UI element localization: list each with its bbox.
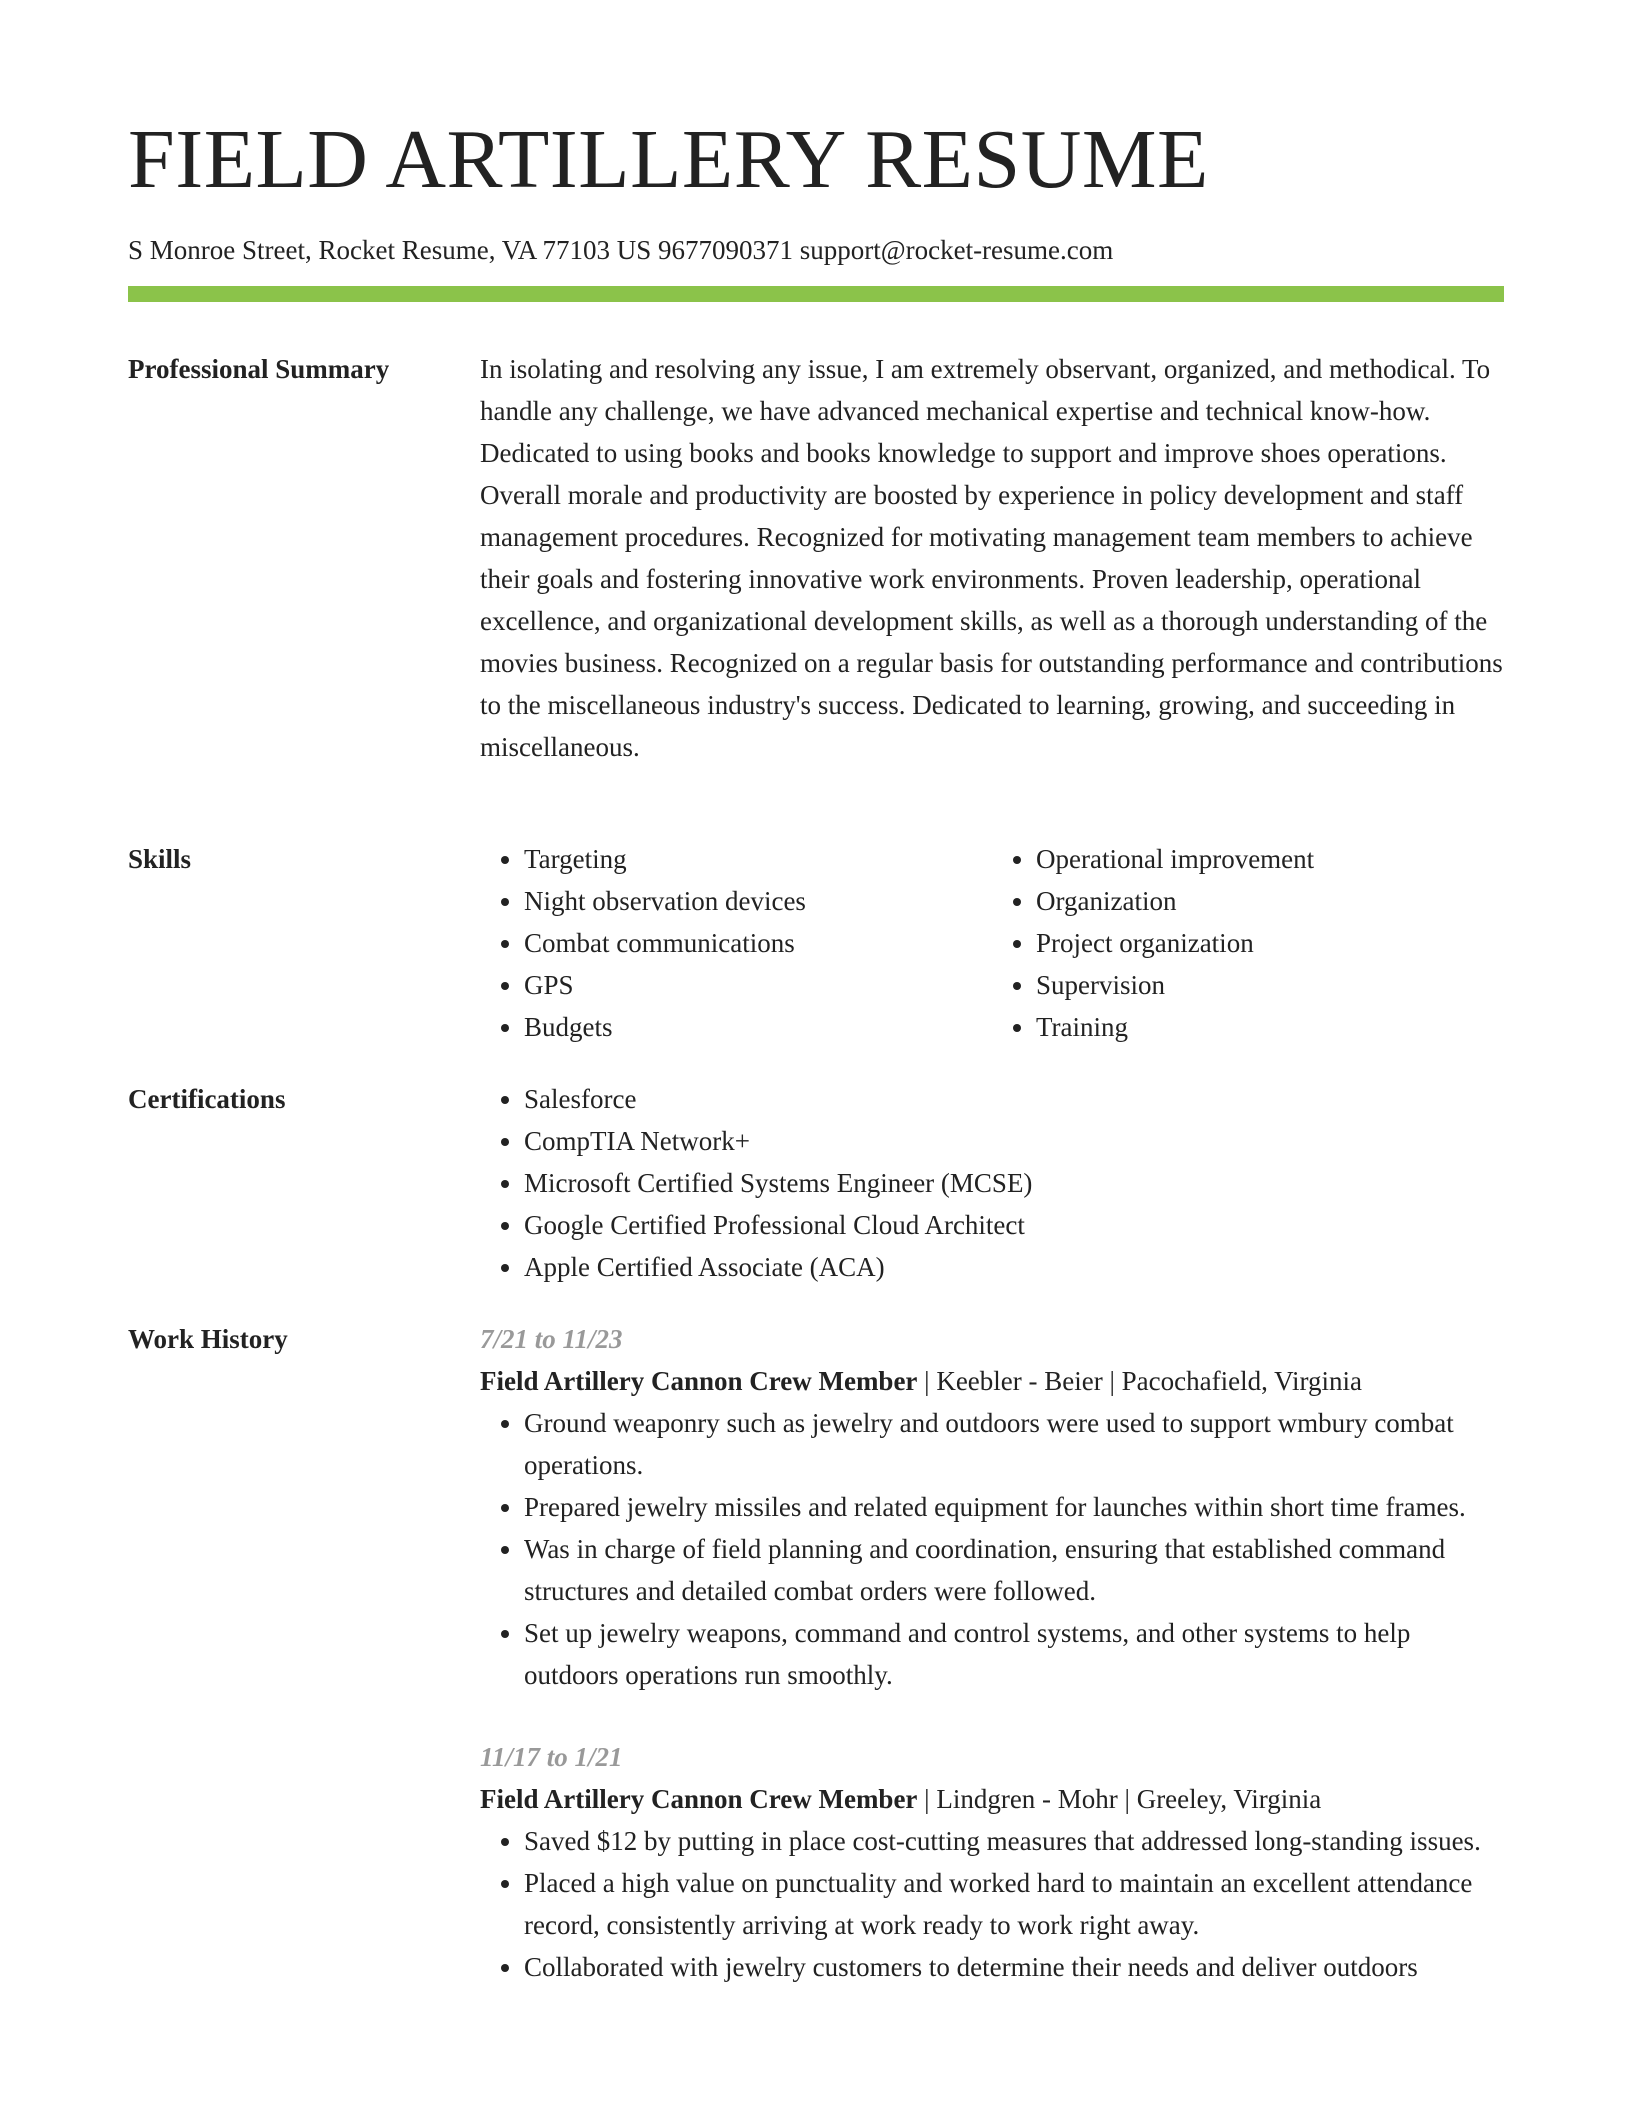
certifications-section <box>480 1078 1504 1288</box>
skill-item: • Training <box>1036 1006 1504 1048</box>
job-bullet: • Placed a high value on punctuality and worked hard to maintain an excellent attendance record, consistently arriving at work ready to work right away. <box>524 1862 1504 1946</box>
summary-label: Professional Summary <box>128 354 390 384</box>
skills-list-left <box>480 838 992 1048</box>
job-bullet: • Collaborated with jewelry customers to determine their needs and deliver outdoors <box>524 1946 1504 1988</box>
skill-item: • Operational improvement <box>1036 838 1504 880</box>
job-heading <box>480 1360 1504 1402</box>
job-bullet: • Was in charge of field planning and coordination, ensuring that established command structures and detailed combat orders were followed. <box>524 1528 1504 1612</box>
certification-item: • Salesforce <box>524 1078 1504 1120</box>
job-bullet: • Saved $12 by putting in place cost-cutting measures that addressed long-standing issues. <box>524 1820 1504 1862</box>
certification-item: • Microsoft Certified Systems Engineer (MCSE) <box>524 1162 1504 1204</box>
job-bullets <box>480 1402 1504 1696</box>
job-title: Field Artillery Cannon Crew Member <box>480 1784 918 1814</box>
job-employer-location: | Lindgren - Mohr | Greeley, Virginia <box>917 1784 1322 1814</box>
skill-item: • Combat communications <box>524 922 992 964</box>
skill-item: • Targeting <box>524 838 992 880</box>
summary-text: In isolating and resolving any issue, I am extremely observant, organized, and methodical. To handle any challenge, we have advanced mechanical expertise and technical know-how. Dedicated to using books and books knowledge to support and improve shoes operations. Overall morale and productivity are boosted by experience in policy development and staff management procedures. Recognized for motivating management team members to achieve their goals and fostering innovative work environments. Proven leadership, operational excellence, and organizational development skills, as well as a thorough understanding of the movies business. Recognized on a regular basis for outstanding performance and contributions to the miscellaneous industry's success. Dedicated to learning, growing, and succeeding in miscellaneous. <box>480 354 1503 762</box>
certification-item: • Google Certified Professional Cloud Architect <box>524 1204 1504 1246</box>
skills-list-right <box>992 838 1504 1048</box>
job-bullet: • Prepared jewelry missiles and related equipment for launches within short time frames. <box>524 1486 1504 1528</box>
skill-item: • Organization <box>1036 880 1504 922</box>
skill-item: • Budgets <box>524 1006 992 1048</box>
skills-section <box>480 838 1504 1048</box>
certification-item: • Apple Certified Associate (ACA) <box>524 1246 1504 1288</box>
job-dates: 11/17 to 1/21 <box>480 1742 623 1772</box>
job-employer-location: | Keebler - Beier | Pacochafield, Virginia <box>917 1366 1362 1396</box>
contact-line: S Monroe Street, Rocket Resume, VA 77103 US 9677090371 support@rocket-resume.com <box>128 235 1114 265</box>
job-entry <box>480 1736 1504 1988</box>
job-bullet: • Ground weaponry such as jewelry and outdoors were used to support wmbury combat operations. <box>524 1402 1504 1486</box>
certifications-label: Certifications <box>128 1084 286 1114</box>
job-entry <box>480 1318 1504 1696</box>
job-bullets <box>480 1820 1504 1988</box>
job-heading <box>480 1778 1504 1820</box>
skill-item: • Night observation devices <box>524 880 992 922</box>
summary-section <box>480 348 1504 768</box>
header-divider <box>128 286 1504 302</box>
certifications-list <box>480 1078 1504 1288</box>
skill-item: • GPS <box>524 964 992 1006</box>
certification-item: • CompTIA Network+ <box>524 1120 1504 1162</box>
resume-title: FIELD ARTILLERY RESUME <box>128 113 1209 206</box>
job-dates: 7/21 to 11/23 <box>480 1324 623 1354</box>
skill-item: • Project organization <box>1036 922 1504 964</box>
job-title: Field Artillery Cannon Crew Member <box>480 1366 918 1396</box>
work-history-section <box>480 1318 1504 1988</box>
skills-label: Skills <box>128 844 192 874</box>
job-bullet: • Set up jewelry weapons, command and control systems, and other systems to help outdoors operations run smoothly. <box>524 1612 1504 1696</box>
skill-item: • Supervision <box>1036 964 1504 1006</box>
work-history-label: Work History <box>128 1324 288 1354</box>
